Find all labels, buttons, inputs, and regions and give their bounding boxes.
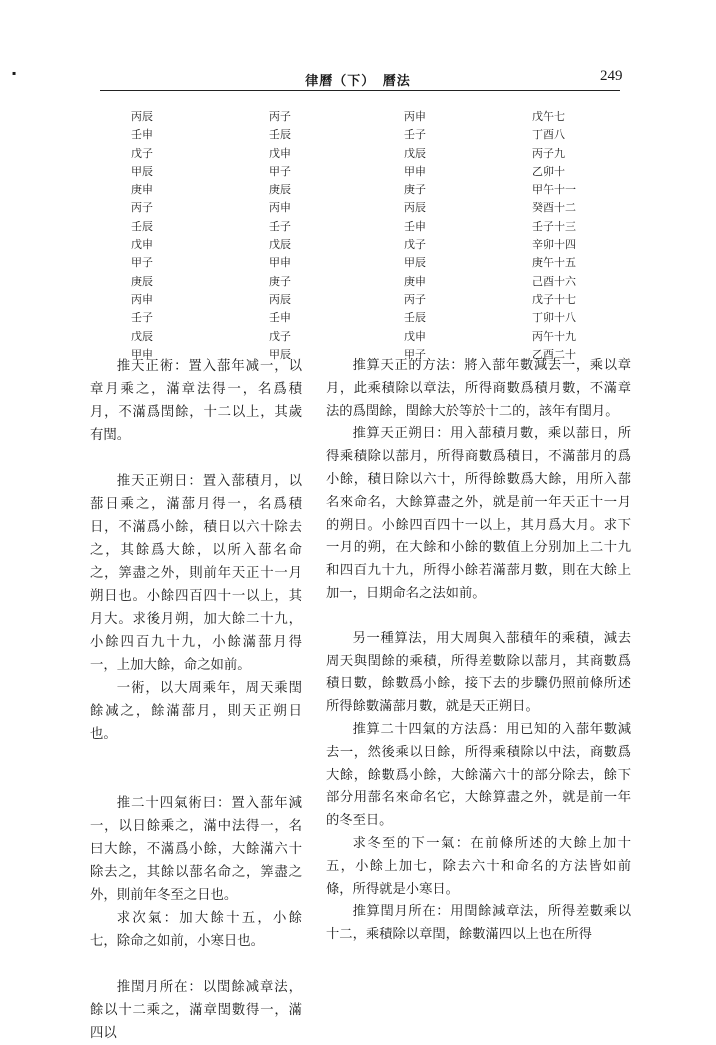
- table-cell: 戊辰: [404, 146, 426, 160]
- table-cell: 庚申: [131, 183, 153, 197]
- table-cell: 丙午十九: [532, 329, 576, 343]
- table-cell: 甲子: [404, 347, 426, 361]
- table-cell: 丙子: [404, 292, 426, 306]
- table-cell: 戊申: [269, 146, 291, 160]
- table-cell: 甲申: [404, 164, 426, 178]
- table-cell: 甲辰: [404, 256, 426, 270]
- translation-column: [326, 355, 631, 947]
- table-cell: 壬子: [131, 311, 153, 325]
- table-cell: 戊申: [131, 238, 153, 252]
- table-cell: 壬辰: [269, 128, 291, 142]
- table-cell: 甲辰: [269, 347, 291, 361]
- table-cell: 己酉十六: [532, 274, 576, 288]
- table-cell: 庚午十五: [532, 256, 576, 270]
- table-cell: 乙卯十: [532, 164, 565, 178]
- table-left-col2: [269, 108, 291, 364]
- table-cell: 甲辰: [131, 164, 153, 178]
- table-cell: 丙子: [269, 110, 291, 123]
- table-cell: 戊辰: [131, 329, 153, 343]
- table-cell: 辛卯十四: [532, 238, 576, 252]
- table-cell: 丙辰: [131, 110, 153, 123]
- table-cell: 壬子: [404, 128, 426, 142]
- left-paragraph: 推天正朔日：置入蔀積月，以蔀日乘之，滿蔀月得一，名爲積日，不滿爲小餘，積日以六十除去之，其餘爲大餘，以所入蔀名命之，筭盡之外，則前年天正十一月朔日也。小餘四百四十一以上，其月大。求後月朔，加大餘二十九，小餘四百九十九，小餘滿蔀月得一，上加大餘，命之如前。: [90, 474, 302, 673]
- table-cell: 壬申: [404, 219, 426, 233]
- right-paragraph: 另一種算法，用大周與入蔀積年的乘積，減去周天與閏餘的乘積，所得差數除以蔀月，其商數爲積日數，餘數爲小餘，接下去的步驟仍照前條所述所得餘數滿蔀月數，就是天正朔日。: [326, 630, 631, 715]
- table-cell: 庚辰: [269, 183, 291, 197]
- table-right-col1: [404, 108, 426, 364]
- table-cell: 癸酉十二: [532, 201, 576, 215]
- table-cell: 壬子十三: [532, 219, 576, 233]
- right-paragraph: 推算天正的方法：將入蔀年數減去一，乘以章月，此乘積除以章法，所得商數爲積月數，不滿章法的爲閏餘，閏餘大於等於十二的，該年有閏月。: [326, 358, 631, 419]
- left-paragraph: 一術，以大周乘年，周天乘閏餘减之，餘滿蔀月，則天正朔日也。: [90, 681, 302, 742]
- table-cell: 丙辰: [269, 292, 291, 306]
- table-cell: 甲子: [269, 164, 291, 178]
- right-paragraph: 推算二十四氣的方法爲：用已知的入蔀年數減去一，然後乘以日餘，所得乘積除以中法，商數爲大餘，餘數爲小餘，大餘滿六十的部分除去，餘下部分用蔀名來命名它，大餘算盡之外，就是前一年的冬至日。: [326, 721, 631, 829]
- table-cell: 戊午七: [532, 110, 565, 123]
- table-cell: 甲子: [131, 256, 153, 270]
- table-right-col2: [532, 108, 576, 364]
- running-header-title: 律曆（下） 曆法: [305, 74, 411, 89]
- table-cell: 戊辰: [269, 238, 291, 252]
- corner-mark: ▪: [12, 70, 17, 77]
- table-cell: 庚申: [404, 274, 426, 288]
- table-cell: 丁酉八: [532, 128, 565, 142]
- table-cell: 丁卯十八: [532, 311, 576, 325]
- right-paragraph: 推算天正朔日：用入蔀積月數，乘以蔀日，所得乘積除以蔀月，所得商數爲積日，不滿蔀月的爲小餘，積日除以六十，所得餘數爲大餘，用所入蔀名來命名，大餘算盡之外，就是前一年天正十一月的朔日。小餘四百四十一以上，其月爲大月。求下一月的朔，在大餘和小餘的數值上分别加上二十九和四百九十九，所得小餘若滿蔀月數，則在大餘上加一，日期命名之法如前。: [326, 426, 631, 601]
- left-paragraph: 推天正術：置入蔀年减一，以章月乘之，滿章法得一，名爲積月，不滿爲閏餘，十二以上，其歲有閏。: [90, 359, 302, 443]
- right-paragraph: 推算閏月所在：用閏餘減章法，所得差數乘以十二，乘積除以章閏，餘數滿四以上也在所得: [326, 904, 631, 943]
- table-cell: 甲午十一: [532, 183, 576, 197]
- original-text-column: [90, 355, 302, 1045]
- table-cell: 丙申: [404, 110, 426, 123]
- table-cell: 壬辰: [404, 311, 426, 325]
- table-cell: 丙申: [269, 201, 291, 215]
- right-paragraph: 求冬至的下一氣：在前條所述的大餘上加十五，小餘上加七，除去六十和命名的方法皆如前條，所得就是小寒日。: [326, 835, 631, 897]
- header-rule: [100, 90, 620, 91]
- left-paragraph: 推二十四氣術曰：置入蔀年減一，以日餘乘之，滿中法得一，名曰大餘，不滿爲小餘，大餘滿六十除去之，其餘以蔀名命之，筭盡之外，則前年冬至之日也。: [90, 796, 302, 903]
- table-cell: 戊申: [404, 329, 426, 343]
- table-cell: 乙酉二十: [532, 347, 576, 361]
- table-cell: 甲申: [269, 256, 291, 270]
- table-cell: 戊子十七: [532, 292, 576, 306]
- table-cell: 庚辰: [131, 274, 153, 288]
- table-cell: 壬申: [131, 128, 153, 142]
- table-cell: 丙子: [131, 201, 153, 215]
- table-cell: 戊子: [269, 329, 291, 343]
- left-paragraph: 推閏月所在：以閏餘减章法，餘以十二乘之，滿章閏數得一，滿四以: [90, 980, 302, 1041]
- table-cell: 戊子: [404, 238, 426, 252]
- table-cell: 丙辰: [404, 201, 426, 215]
- table-cell: 庚子: [269, 274, 291, 288]
- table-cell: 戊子: [131, 146, 153, 160]
- table-cell: 丙子九: [532, 146, 565, 160]
- table-cell: 壬辰: [131, 219, 153, 233]
- table-cell: 壬申: [269, 311, 291, 325]
- table-cell: 丙申: [131, 292, 153, 306]
- table-left-col1: [131, 108, 153, 364]
- table-cell: 壬子: [269, 219, 291, 233]
- table-cell: 甲申: [131, 347, 153, 361]
- table-cell: 庚子: [404, 183, 426, 197]
- left-paragraph: 求次氣：加大餘十五，小餘七，除命之如前，小寒日也。: [90, 911, 302, 949]
- page-number: 249: [600, 68, 623, 84]
